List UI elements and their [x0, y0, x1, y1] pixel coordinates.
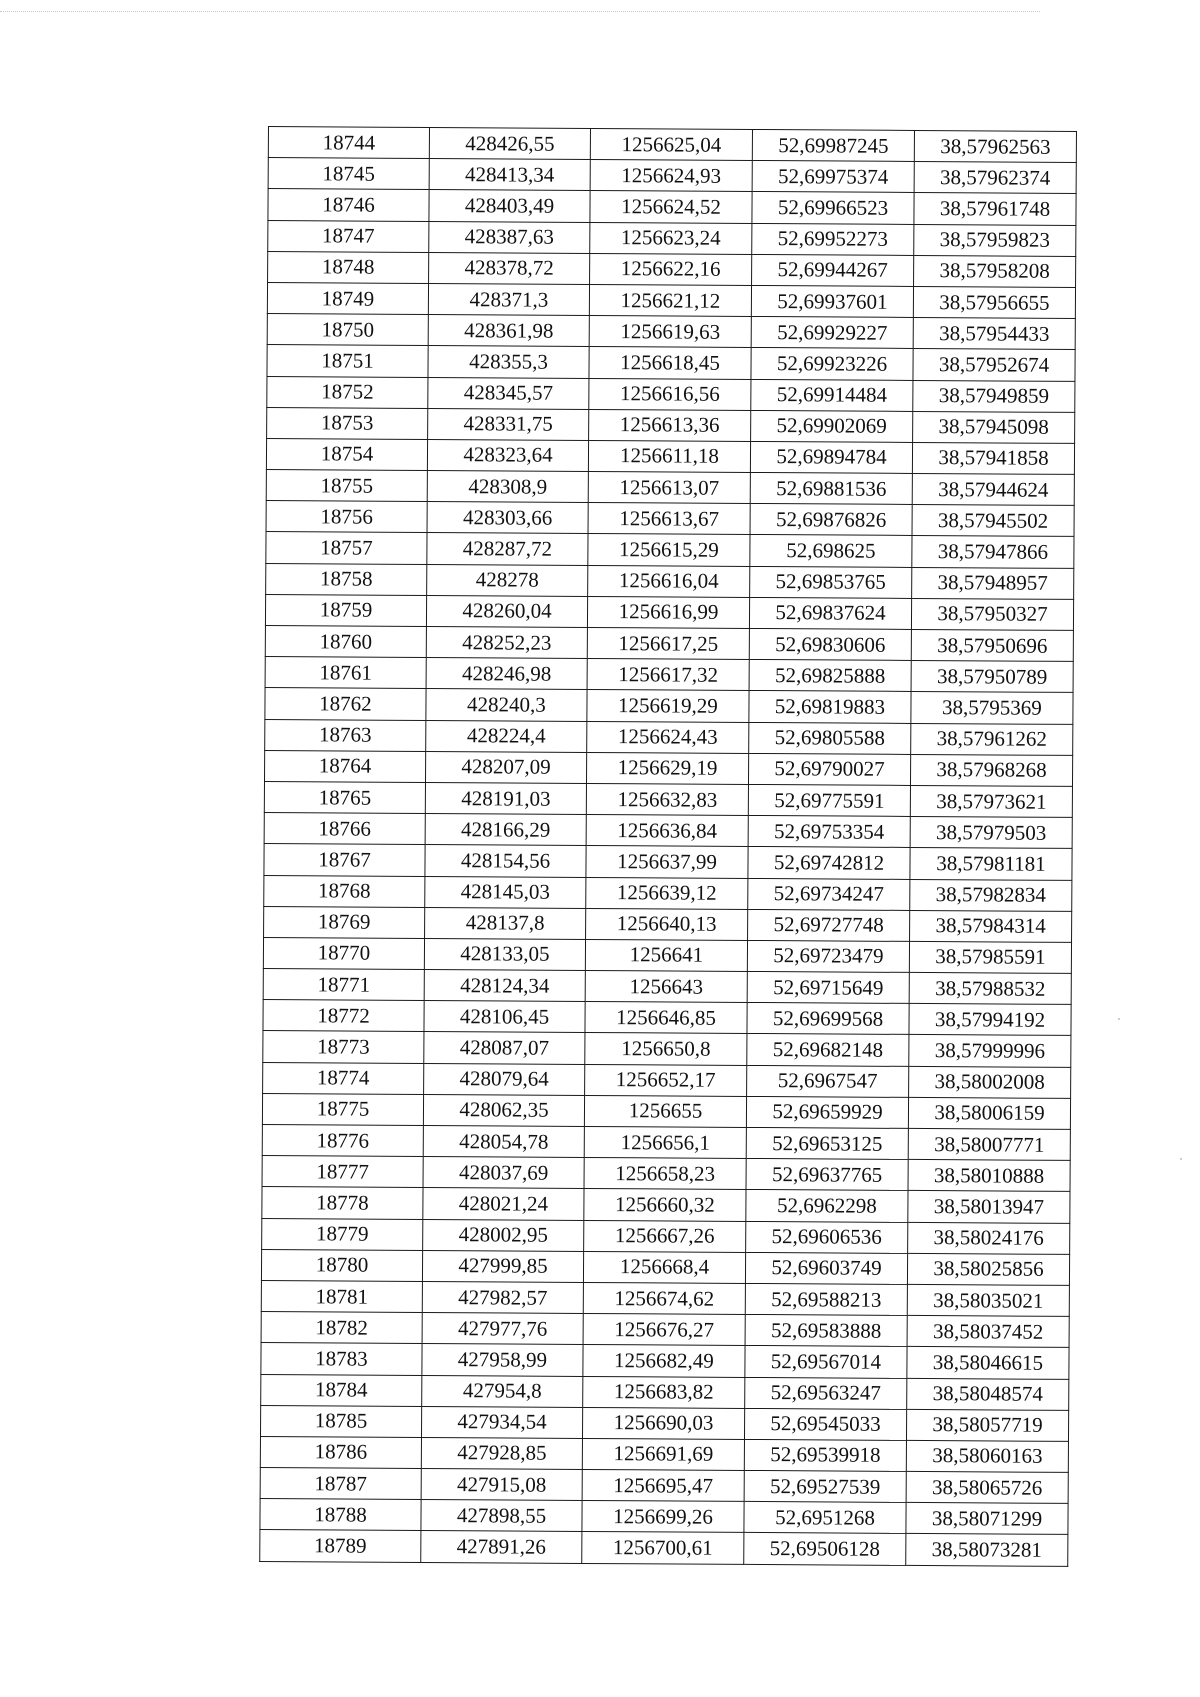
- scan-speck: [1180, 1158, 1182, 1160]
- table-row: [260, 1436, 1068, 1472]
- point-number-cell: 18769: [264, 906, 425, 938]
- point-number-cell: 18773: [263, 1031, 424, 1063]
- longitude-cell: 38,57949859: [913, 380, 1075, 412]
- latitude-cell: 52,69723479: [747, 940, 909, 972]
- y-coordinate-cell: 1256617,25: [587, 627, 749, 659]
- y-coordinate-cell: 1256643: [585, 971, 747, 1003]
- point-number-cell: 18747: [268, 220, 429, 252]
- point-number-cell: 18756: [266, 501, 427, 533]
- x-coordinate-cell: 428361,98: [428, 315, 589, 347]
- point-number-cell: 18772: [263, 1000, 424, 1032]
- y-coordinate-cell: 1256613,67: [588, 503, 750, 535]
- point-number-cell: 18781: [261, 1280, 422, 1312]
- table-row: [268, 158, 1076, 194]
- x-coordinate-cell: 427954,8: [422, 1375, 583, 1407]
- table-row: [260, 1499, 1068, 1535]
- x-coordinate-cell: 427958,99: [422, 1344, 583, 1376]
- table-row: [264, 875, 1072, 911]
- point-number-cell: 18783: [261, 1343, 422, 1375]
- latitude-cell: 52,6962298: [746, 1190, 908, 1222]
- y-coordinate-cell: 1256652,17: [585, 1064, 747, 1096]
- point-number-cell: 18778: [262, 1187, 423, 1219]
- x-coordinate-cell: 428260,04: [426, 595, 587, 627]
- latitude-cell: 52,69606536: [746, 1221, 908, 1253]
- longitude-cell: 38,57979503: [910, 817, 1072, 849]
- table-row: [266, 563, 1074, 599]
- table-row: [261, 1374, 1069, 1410]
- point-number-cell: 18775: [262, 1093, 423, 1125]
- table-row: [267, 282, 1075, 318]
- x-coordinate-cell: 428378,72: [429, 252, 590, 284]
- coordinates-table-body: [260, 127, 1077, 1567]
- y-coordinate-cell: 1256618,45: [589, 347, 751, 379]
- table-row: [260, 1468, 1068, 1504]
- y-coordinate-cell: 1256690,03: [582, 1407, 744, 1439]
- table-row: [265, 719, 1073, 755]
- point-number-cell: 18760: [265, 625, 426, 657]
- point-number-cell: 18780: [261, 1249, 422, 1281]
- latitude-cell: 52,69914484: [751, 379, 913, 411]
- longitude-cell: 38,57950696: [911, 629, 1073, 661]
- longitude-cell: 38,58002008: [909, 1066, 1071, 1098]
- table-row: [263, 1031, 1071, 1067]
- longitude-cell: 38,58006159: [908, 1097, 1070, 1129]
- longitude-cell: 38,57944624: [912, 474, 1074, 506]
- y-coordinate-cell: 1256668,4: [583, 1251, 745, 1283]
- table-row: [264, 781, 1072, 817]
- longitude-cell: 38,58025856: [907, 1253, 1069, 1285]
- point-number-cell: 18762: [265, 688, 426, 720]
- table-row: [266, 532, 1074, 568]
- point-number-cell: 18745: [268, 158, 429, 190]
- longitude-cell: 38,57988532: [909, 972, 1071, 1004]
- latitude-cell: 52,69853765: [750, 566, 912, 598]
- point-number-cell: 18787: [260, 1468, 421, 1500]
- x-coordinate-cell: 428303,66: [427, 502, 588, 534]
- table-row: [265, 657, 1073, 693]
- point-number-cell: 18758: [266, 563, 427, 595]
- x-coordinate-cell: 428331,75: [428, 408, 589, 440]
- table-row: [260, 1405, 1068, 1441]
- latitude-cell: 52,69682148: [747, 1034, 909, 1066]
- latitude-cell: 52,69987245: [752, 129, 914, 161]
- latitude-cell: 52,69966523: [752, 192, 914, 224]
- y-coordinate-cell: 1256616,99: [587, 596, 749, 628]
- x-coordinate-cell: 428403,49: [429, 190, 590, 222]
- point-number-cell: 18765: [264, 781, 425, 813]
- y-coordinate-cell: 1256623,24: [590, 222, 752, 254]
- point-number-cell: 18755: [266, 470, 427, 502]
- x-coordinate-cell: 428426,55: [429, 127, 590, 159]
- y-coordinate-cell: 1256674,62: [583, 1282, 745, 1314]
- y-coordinate-cell: 1256699,26: [582, 1501, 744, 1533]
- latitude-cell: 52,69742812: [748, 847, 910, 879]
- x-coordinate-cell: 428413,34: [429, 159, 590, 191]
- longitude-cell: 38,57950327: [911, 598, 1073, 630]
- table-row: [263, 1062, 1071, 1098]
- table-row: [268, 189, 1076, 225]
- y-coordinate-cell: 1256656,1: [584, 1126, 746, 1158]
- latitude-cell: 52,69659929: [746, 1096, 908, 1128]
- latitude-cell: 52,69952273: [752, 223, 914, 255]
- y-coordinate-cell: 1256629,19: [586, 752, 748, 784]
- x-coordinate-cell: 428079,64: [424, 1063, 585, 1095]
- y-coordinate-cell: 1256658,23: [584, 1158, 746, 1190]
- x-coordinate-cell: 427928,85: [421, 1437, 582, 1469]
- latitude-cell: 52,69819883: [749, 691, 911, 723]
- latitude-cell: 52,69944267: [752, 254, 914, 286]
- latitude-cell: 52,69790027: [748, 753, 910, 785]
- y-coordinate-cell: 1256624,93: [590, 160, 752, 192]
- y-coordinate-cell: 1256683,82: [583, 1376, 745, 1408]
- y-coordinate-cell: 1256632,83: [586, 783, 748, 815]
- point-number-cell: 18750: [267, 314, 428, 346]
- x-coordinate-cell: 427898,55: [421, 1500, 582, 1532]
- point-number-cell: 18763: [265, 719, 426, 751]
- table-row: [262, 1124, 1070, 1160]
- y-coordinate-cell: 1256624,52: [590, 191, 752, 223]
- table-row: [261, 1249, 1069, 1285]
- y-coordinate-cell: 1256625,04: [590, 128, 752, 160]
- latitude-cell: 52,69527539: [744, 1470, 906, 1502]
- longitude-cell: 38,58007771: [908, 1128, 1070, 1160]
- x-coordinate-cell: 428345,57: [428, 377, 589, 409]
- x-coordinate-cell: 428002,95: [423, 1219, 584, 1251]
- longitude-cell: 38,57959823: [914, 224, 1076, 256]
- table-row: [268, 220, 1076, 256]
- table-row: [262, 1187, 1070, 1223]
- longitude-cell: 38,58035021: [907, 1284, 1069, 1316]
- longitude-cell: 38,57941858: [912, 442, 1074, 474]
- table-row: [266, 438, 1074, 474]
- table-row: [267, 376, 1075, 412]
- point-number-cell: 18786: [260, 1436, 421, 1468]
- x-coordinate-cell: 428240,3: [426, 689, 587, 721]
- latitude-cell: 52,69937601: [751, 285, 913, 317]
- table-row: [268, 251, 1076, 287]
- longitude-cell: 38,58024176: [908, 1222, 1070, 1254]
- y-coordinate-cell: 1256616,56: [589, 378, 751, 410]
- longitude-cell: 38,57999996: [909, 1035, 1071, 1067]
- latitude-cell: 52,69715649: [747, 972, 909, 1004]
- y-coordinate-cell: 1256667,26: [584, 1220, 746, 1252]
- x-coordinate-cell: 428124,34: [424, 970, 585, 1002]
- x-coordinate-cell: 428323,64: [427, 439, 588, 471]
- longitude-cell: 38,57954433: [913, 318, 1075, 350]
- table-row: [261, 1343, 1069, 1379]
- x-coordinate-cell: 428133,05: [424, 938, 585, 970]
- y-coordinate-cell: 1256622,16: [590, 253, 752, 285]
- y-coordinate-cell: 1256621,12: [589, 284, 751, 316]
- latitude-cell: 52,69753354: [748, 816, 910, 848]
- point-number-cell: 18788: [260, 1499, 421, 1531]
- point-number-cell: 18752: [267, 376, 428, 408]
- y-coordinate-cell: 1256616,04: [588, 565, 750, 597]
- table-row: [263, 937, 1071, 973]
- y-coordinate-cell: 1256613,36: [589, 409, 751, 441]
- point-number-cell: 18754: [266, 438, 427, 470]
- latitude-cell: 52,698625: [750, 535, 912, 567]
- longitude-cell: 38,57956655: [913, 286, 1075, 318]
- latitude-cell: 52,6967547: [747, 1065, 909, 1097]
- y-coordinate-cell: 1256641: [585, 939, 747, 971]
- y-coordinate-cell: 1256613,07: [588, 472, 750, 504]
- y-coordinate-cell: 1256655: [584, 1095, 746, 1127]
- longitude-cell: 38,5795369: [911, 692, 1073, 724]
- x-coordinate-cell: 427915,08: [421, 1469, 582, 1501]
- x-coordinate-cell: 428308,9: [427, 471, 588, 503]
- table-row: [263, 1000, 1071, 1036]
- point-number-cell: 18789: [260, 1530, 421, 1562]
- point-number-cell: 18748: [268, 251, 429, 283]
- point-number-cell: 18753: [267, 407, 428, 439]
- table-row: [268, 127, 1076, 163]
- x-coordinate-cell: 428054,78: [423, 1125, 584, 1157]
- point-number-cell: 18744: [268, 127, 429, 159]
- latitude-cell: 52,69734247: [748, 878, 910, 910]
- longitude-cell: 38,57984314: [910, 910, 1072, 942]
- point-number-cell: 18774: [263, 1062, 424, 1094]
- latitude-cell: 52,69653125: [746, 1127, 908, 1159]
- latitude-cell: 52,69563247: [745, 1377, 907, 1409]
- point-number-cell: 18768: [264, 875, 425, 907]
- latitude-cell: 52,69894784: [750, 441, 912, 473]
- point-number-cell: 18761: [265, 657, 426, 689]
- latitude-cell: 52,69603749: [745, 1252, 907, 1284]
- x-coordinate-cell: 428207,09: [425, 751, 586, 783]
- longitude-cell: 38,57950789: [911, 661, 1073, 693]
- longitude-cell: 38,58057719: [906, 1409, 1068, 1441]
- longitude-cell: 38,58046615: [907, 1347, 1069, 1379]
- longitude-cell: 38,57945098: [913, 411, 1075, 443]
- x-coordinate-cell: 428287,72: [427, 533, 588, 565]
- x-coordinate-cell: 428191,03: [425, 782, 586, 814]
- longitude-cell: 38,57947866: [912, 536, 1074, 568]
- longitude-cell: 38,58048574: [907, 1378, 1069, 1410]
- latitude-cell: 52,69825888: [749, 660, 911, 692]
- point-number-cell: 18757: [266, 532, 427, 564]
- x-coordinate-cell: 428137,8: [425, 907, 586, 939]
- longitude-cell: 38,57958208: [914, 255, 1076, 287]
- longitude-cell: 38,57961262: [911, 723, 1073, 755]
- x-coordinate-cell: 428106,45: [424, 1001, 585, 1033]
- x-coordinate-cell: 428224,4: [426, 720, 587, 752]
- y-coordinate-cell: 1256682,49: [583, 1345, 745, 1377]
- table-row: [260, 1530, 1068, 1566]
- x-coordinate-cell: 427977,76: [422, 1313, 583, 1345]
- scan-edge-line: [0, 11, 1040, 12]
- table-row: [264, 844, 1072, 880]
- latitude-cell: 52,69881536: [750, 473, 912, 505]
- latitude-cell: 52,69699568: [747, 1003, 909, 1035]
- longitude-cell: 38,57962374: [914, 162, 1076, 194]
- latitude-cell: 52,69588213: [745, 1283, 907, 1315]
- latitude-cell: 52,69545033: [744, 1408, 906, 1440]
- table-row: [264, 813, 1072, 849]
- y-coordinate-cell: 1256691,69: [582, 1438, 744, 1470]
- latitude-cell: 52,69923226: [751, 348, 913, 380]
- x-coordinate-cell: 428062,35: [423, 1094, 584, 1126]
- longitude-cell: 38,58071299: [906, 1503, 1068, 1535]
- y-coordinate-cell: 1256640,13: [586, 908, 748, 940]
- table-row: [261, 1312, 1069, 1348]
- longitude-cell: 38,58065726: [906, 1471, 1068, 1503]
- table-row: [263, 969, 1071, 1005]
- point-number-cell: 18777: [262, 1156, 423, 1188]
- longitude-cell: 38,57994192: [909, 1004, 1071, 1036]
- longitude-cell: 38,57981181: [910, 848, 1072, 880]
- longitude-cell: 38,57962563: [914, 130, 1076, 162]
- longitude-cell: 38,58013947: [908, 1191, 1070, 1223]
- point-number-cell: 18751: [267, 345, 428, 377]
- latitude-cell: 52,69637765: [746, 1159, 908, 1191]
- point-number-cell: 18782: [261, 1312, 422, 1344]
- y-coordinate-cell: 1256624,43: [587, 721, 749, 753]
- y-coordinate-cell: 1256695,47: [582, 1470, 744, 1502]
- y-coordinate-cell: 1256637,99: [586, 846, 748, 878]
- latitude-cell: 52,69876826: [750, 504, 912, 536]
- y-coordinate-cell: 1256676,27: [583, 1314, 745, 1346]
- table-row: [265, 688, 1073, 724]
- longitude-cell: 38,57961748: [914, 193, 1076, 225]
- x-coordinate-cell: 428154,56: [425, 845, 586, 877]
- y-coordinate-cell: 1256660,32: [584, 1189, 746, 1221]
- longitude-cell: 38,57985591: [909, 941, 1071, 973]
- longitude-cell: 38,57952674: [913, 349, 1075, 381]
- y-coordinate-cell: 1256650,8: [585, 1033, 747, 1065]
- x-coordinate-cell: 428021,24: [423, 1188, 584, 1220]
- x-coordinate-cell: 428371,3: [428, 283, 589, 315]
- longitude-cell: 38,58073281: [906, 1534, 1068, 1566]
- longitude-cell: 38,58010888: [908, 1160, 1070, 1192]
- table-row: [262, 1156, 1070, 1192]
- table-row: [264, 906, 1072, 942]
- y-coordinate-cell: 1256646,85: [585, 1002, 747, 1034]
- table-row: [262, 1093, 1070, 1129]
- latitude-cell: 52,69539918: [744, 1439, 906, 1471]
- x-coordinate-cell: 428087,07: [424, 1032, 585, 1064]
- table-row: [264, 750, 1072, 786]
- x-coordinate-cell: 428387,63: [429, 221, 590, 253]
- y-coordinate-cell: 1256615,29: [588, 534, 750, 566]
- latitude-cell: 52,69837624: [749, 597, 911, 629]
- x-coordinate-cell: 428246,98: [426, 658, 587, 690]
- x-coordinate-cell: 427891,26: [421, 1531, 582, 1563]
- x-coordinate-cell: 428355,3: [428, 346, 589, 378]
- longitude-cell: 38,58037452: [907, 1316, 1069, 1348]
- point-number-cell: 18749: [267, 282, 428, 314]
- point-number-cell: 18776: [262, 1124, 423, 1156]
- table-row: [265, 594, 1073, 630]
- x-coordinate-cell: 428252,23: [426, 626, 587, 658]
- longitude-cell: 38,57948957: [912, 567, 1074, 599]
- table-row: [261, 1280, 1069, 1316]
- latitude-cell: 52,69805588: [749, 722, 911, 754]
- y-coordinate-cell: 1256639,12: [586, 877, 748, 909]
- scan-speck: [1118, 1018, 1120, 1020]
- point-number-cell: 18767: [264, 844, 425, 876]
- x-coordinate-cell: 427982,57: [422, 1281, 583, 1313]
- table-row: [262, 1218, 1070, 1254]
- point-number-cell: 18746: [268, 189, 429, 221]
- x-coordinate-cell: 428037,69: [423, 1157, 584, 1189]
- x-coordinate-cell: 427999,85: [422, 1250, 583, 1282]
- point-number-cell: 18766: [264, 813, 425, 845]
- latitude-cell: 52,69506128: [744, 1533, 906, 1565]
- y-coordinate-cell: 1256619,29: [587, 690, 749, 722]
- coordinates-table: [259, 126, 1077, 1567]
- latitude-cell: 52,69583888: [745, 1315, 907, 1347]
- x-coordinate-cell: 428145,03: [425, 876, 586, 908]
- y-coordinate-cell: 1256617,32: [587, 659, 749, 691]
- x-coordinate-cell: 427934,54: [421, 1406, 582, 1438]
- latitude-cell: 52,69929227: [751, 317, 913, 349]
- latitude-cell: 52,69975374: [752, 161, 914, 193]
- x-coordinate-cell: 428166,29: [425, 814, 586, 846]
- table-row: [267, 345, 1075, 381]
- longitude-cell: 38,57973621: [910, 785, 1072, 817]
- longitude-cell: 38,57968268: [910, 754, 1072, 786]
- y-coordinate-cell: 1256611,18: [588, 440, 750, 472]
- x-coordinate-cell: 428278: [427, 564, 588, 596]
- y-coordinate-cell: 1256619,63: [589, 316, 751, 348]
- table-row: [267, 407, 1075, 443]
- latitude-cell: 52,69775591: [748, 784, 910, 816]
- point-number-cell: 18779: [262, 1218, 423, 1250]
- point-number-cell: 18771: [263, 969, 424, 1001]
- y-coordinate-cell: 1256700,61: [582, 1532, 744, 1564]
- latitude-cell: 52,69727748: [748, 909, 910, 941]
- table-row: [267, 314, 1075, 350]
- latitude-cell: 52,69902069: [751, 410, 913, 442]
- latitude-cell: 52,69830606: [749, 628, 911, 660]
- point-number-cell: 18784: [261, 1374, 422, 1406]
- table-row: [266, 501, 1074, 537]
- longitude-cell: 38,58060163: [906, 1440, 1068, 1472]
- longitude-cell: 38,57982834: [910, 879, 1072, 911]
- longitude-cell: 38,57945502: [912, 505, 1074, 537]
- table-row: [266, 470, 1074, 506]
- y-coordinate-cell: 1256636,84: [586, 815, 748, 847]
- point-number-cell: 18785: [260, 1405, 421, 1437]
- point-number-cell: 18770: [263, 937, 424, 969]
- point-number-cell: 18759: [265, 594, 426, 626]
- point-number-cell: 18764: [264, 750, 425, 782]
- latitude-cell: 52,6951268: [744, 1502, 906, 1534]
- table-row: [265, 625, 1073, 661]
- latitude-cell: 52,69567014: [745, 1346, 907, 1378]
